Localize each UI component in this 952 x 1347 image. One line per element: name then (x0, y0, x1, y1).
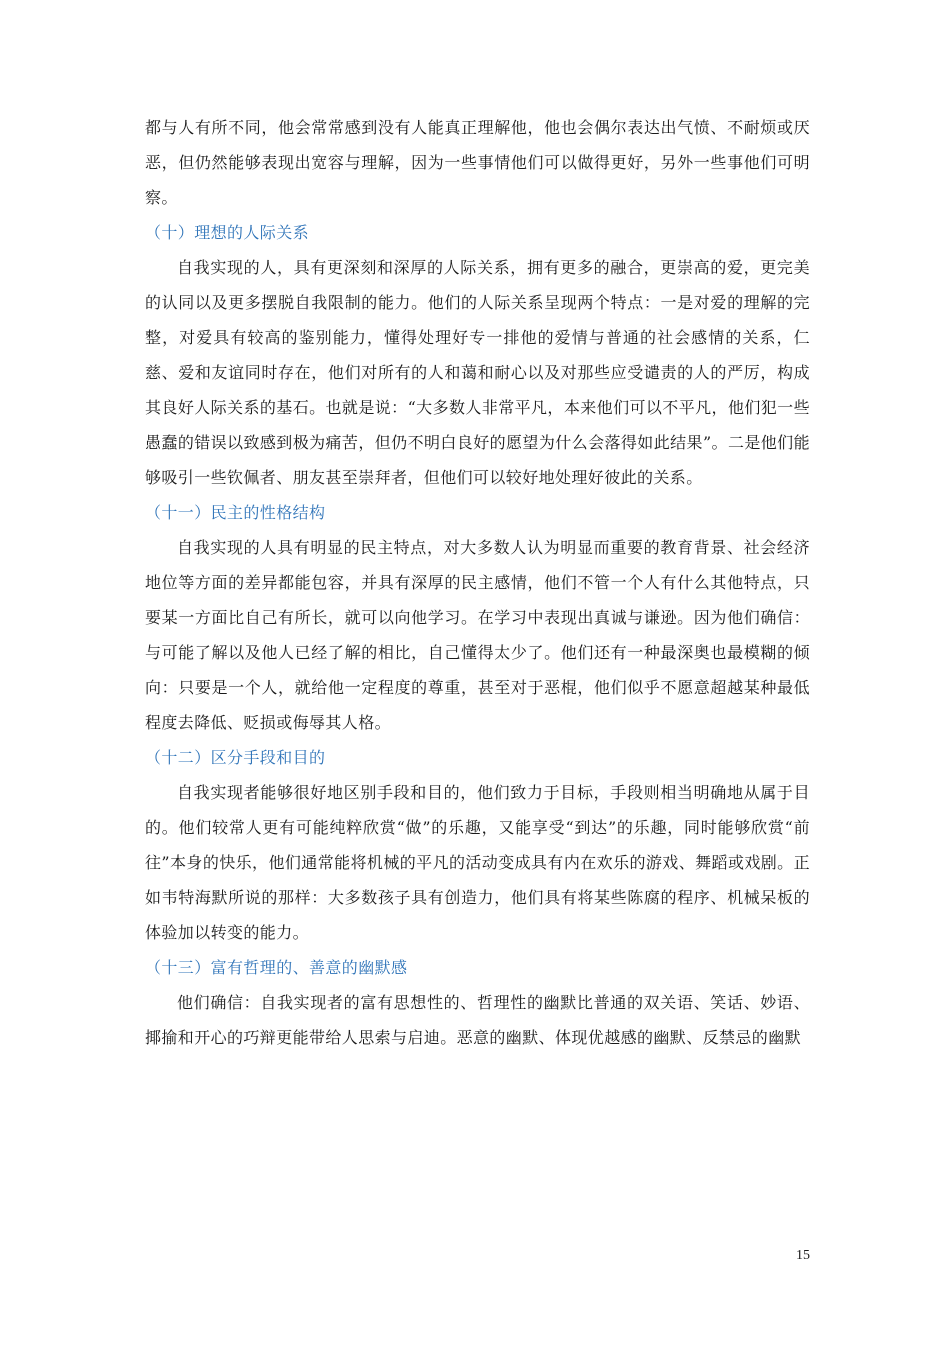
section-heading-13: （十三）富有哲理的、善意的幽默感 (145, 958, 408, 977)
section-heading-10: （十）理想的人际关系 (145, 223, 310, 242)
paragraph-continued: 都与人有所不同，他会常常感到没有人能真正理解他，他也会偶尔表达出气愤、不耐烦或厌恶，但仍然能够表现出宽容与理解，因为一些事情他们可以做得更好，另外一些事他们可明察。 (145, 118, 810, 207)
page-number: 15 (796, 1248, 810, 1263)
section-heading-12: （十二）区分手段和目的 (145, 748, 326, 767)
paragraph-humor: 他们确信：自我实现者的富有思想性的、哲理性的幽默比普通的双关语、笑话、妙语、揶揄和开心的巧辩更能带给人思索与启迪。恶意的幽默、体现优越感的幽默、反禁忌的幽默 (145, 993, 810, 1047)
page-body (145, 110, 810, 1055)
paragraph-interpersonal: 自我实现的人，具有更深刻和深厚的人际关系，拥有更多的融合，更崇高的爱，更完美的认同以及更多摆脱自我限制的能力。他们的人际关系呈现两个特点：一是对爱的理解的完整，对爱具有较高的鉴别能力，懂得处理好专一排他的爱情与普通的社会感情的关系，仁慈、爱和友谊同时存在，他们对所有的人和蔼和耐心以及对那些应受谴责的人的严厉，构成其良好人际关系的基石。也就是说：“大多数人非常平凡，本来他们可以不平凡，他们犯一些愚蠢的错误以致感到极为痛苦，但仍不明白良好的愿望为什么会落得如此结果”。二是他们能够吸引一些钦佩者、朋友甚至崇拜者，但他们可以较好地处理好彼此的关系。 (145, 258, 810, 487)
paragraph-means-ends: 自我实现者能够很好地区别手段和目的，他们致力于目标，手段则相当明确地从属于目的。他们较常人更有可能纯粹欣赏“做”的乐趣，又能享受“到达”的乐趣，同时能够欣赏“前往”本身的快乐，他们通常能将机械的平凡的活动变成具有内在欢乐的游戏、舞蹈或戏剧。正如韦特海默所说的那样：大多数孩子具有创造力，他们具有将某些陈腐的程序、机械呆板的体验加以转变的能力。 (145, 783, 810, 942)
section-heading-11: （十一）民主的性格结构 (145, 503, 326, 522)
paragraph-democratic: 自我实现的人具有明显的民主特点，对大多数人认为明显而重要的教育背景、社会经济地位等方面的差异都能包容，并具有深厚的民主感情，他们不管一个人有什么其他特点，只要某一方面比自己有所长，就可以向他学习。在学习中表现出真诚与谦逊。因为他们确信：与可能了解以及他人已经了解的相比，自己懂得太少了。他们还有一种最深奥也最模糊的倾向：只要是一个人，就给他一定程度的尊重，甚至对于恶棍，他们似乎不愿意超越某种最低程度去降低、贬损或侮辱其人格。 (145, 538, 810, 732)
